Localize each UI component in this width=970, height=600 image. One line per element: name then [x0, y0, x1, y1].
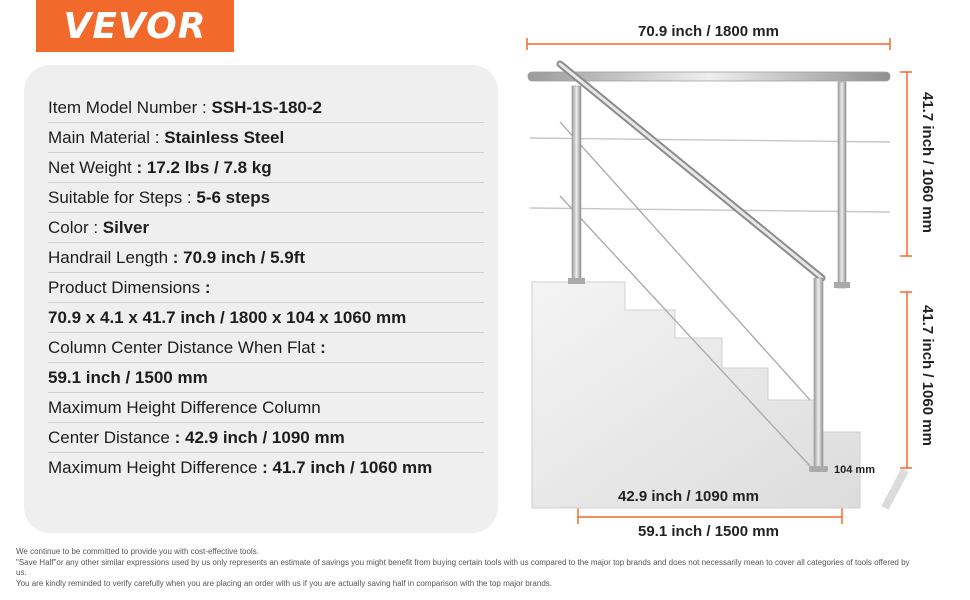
spec-row-dimensions-label [48, 273, 484, 303]
staircase [532, 282, 860, 508]
spec-value: 59.1 inch / 1500 mm [48, 368, 208, 387]
left-post [572, 86, 581, 282]
spec-value: Silver [102, 218, 150, 237]
spec-label: Column Center Distance When Flat [48, 338, 321, 357]
spec-value: : 17.2 lbs / 7.8 kg [136, 158, 272, 177]
spec-value: : [204, 278, 211, 297]
spec-value: : 41.7 inch / 1060 mm [262, 458, 433, 477]
spec-label: Net Weight [48, 158, 137, 177]
spec-row-model [48, 93, 484, 123]
vevor-logo [36, 0, 234, 52]
spec-label: Item Model Number : [48, 98, 212, 117]
spec-row-max-height-diff [48, 453, 484, 483]
spec-row-color [48, 213, 484, 243]
spec-row-handrail-length [48, 243, 484, 273]
spec-label: Maximum Height Difference [48, 458, 263, 477]
spec-row-dimensions-value [48, 303, 484, 333]
lower-height-dimension-line [900, 292, 912, 468]
upper-height-label: 41.7 inch / 1060 mm [919, 92, 936, 233]
spec-value: Stainless Steel [164, 128, 285, 147]
spec-value: : [320, 338, 326, 357]
logo-text: VEVOR [63, 5, 207, 47]
right-post [814, 278, 823, 468]
spec-panel [24, 65, 498, 533]
spec-value: 5-6 steps [196, 188, 271, 207]
lower-height-label: 41.7 inch / 1060 mm [919, 305, 936, 446]
spec-value: 70.9 x 4.1 x 41.7 inch / 1800 x 104 x 1060 mm [48, 308, 407, 327]
disclaimer-line-3: You are kindly reminded to verify carefully when you are placing an order with us if you are actually saving half in comparison with the top major brands. [16, 578, 552, 588]
spec-value: : 70.9 inch / 5.9ft [172, 248, 306, 267]
spec-label: Product Dimensions [48, 278, 205, 297]
spec-value: SSH-1S-180-2 [211, 98, 323, 117]
upper-height-dimension-line [900, 72, 912, 256]
spec-label: Color : [48, 218, 103, 237]
spec-row-flat-distance-value [48, 363, 484, 393]
base-width-label: 104 mm [834, 464, 875, 476]
spec-label: Suitable for Steps : [48, 188, 197, 207]
disclaimer-line-1: We continue to be committed to provide you with cost-effective tools. [16, 547, 259, 556]
column-distance-label: 42.9 inch / 1090 mm [618, 488, 759, 505]
spec-label: Handrail Length [48, 248, 173, 267]
spec-row-material [48, 123, 484, 153]
spec-row-height-diff-column [48, 393, 484, 423]
spec-row-center-distance [48, 423, 484, 453]
product-diagram [520, 20, 960, 545]
disclaimer [16, 547, 916, 589]
spec-label: Center Distance [48, 428, 175, 447]
handrail-illustration [520, 20, 960, 545]
top-length-label: 70.9 inch / 1800 mm [638, 23, 779, 40]
flat-distance-label: 59.1 inch / 1500 mm [638, 523, 779, 540]
spec-value: : 42.9 inch / 1090 mm [174, 428, 345, 447]
spec-label: Maximum Height Difference Column [48, 398, 321, 417]
spec-row-weight [48, 153, 484, 183]
spec-label: Main Material : [48, 128, 165, 147]
disclaimer-line-2: "Save Half"or any other similar expressions used by us only represents an estimate of savings you might benefit from buying certain tools with us compared to the major top brands and does not necessarily mean to cover all categories of tools offered by us. [16, 557, 910, 577]
spec-row-flat-distance-label [48, 333, 484, 363]
spec-row-steps [48, 183, 484, 213]
